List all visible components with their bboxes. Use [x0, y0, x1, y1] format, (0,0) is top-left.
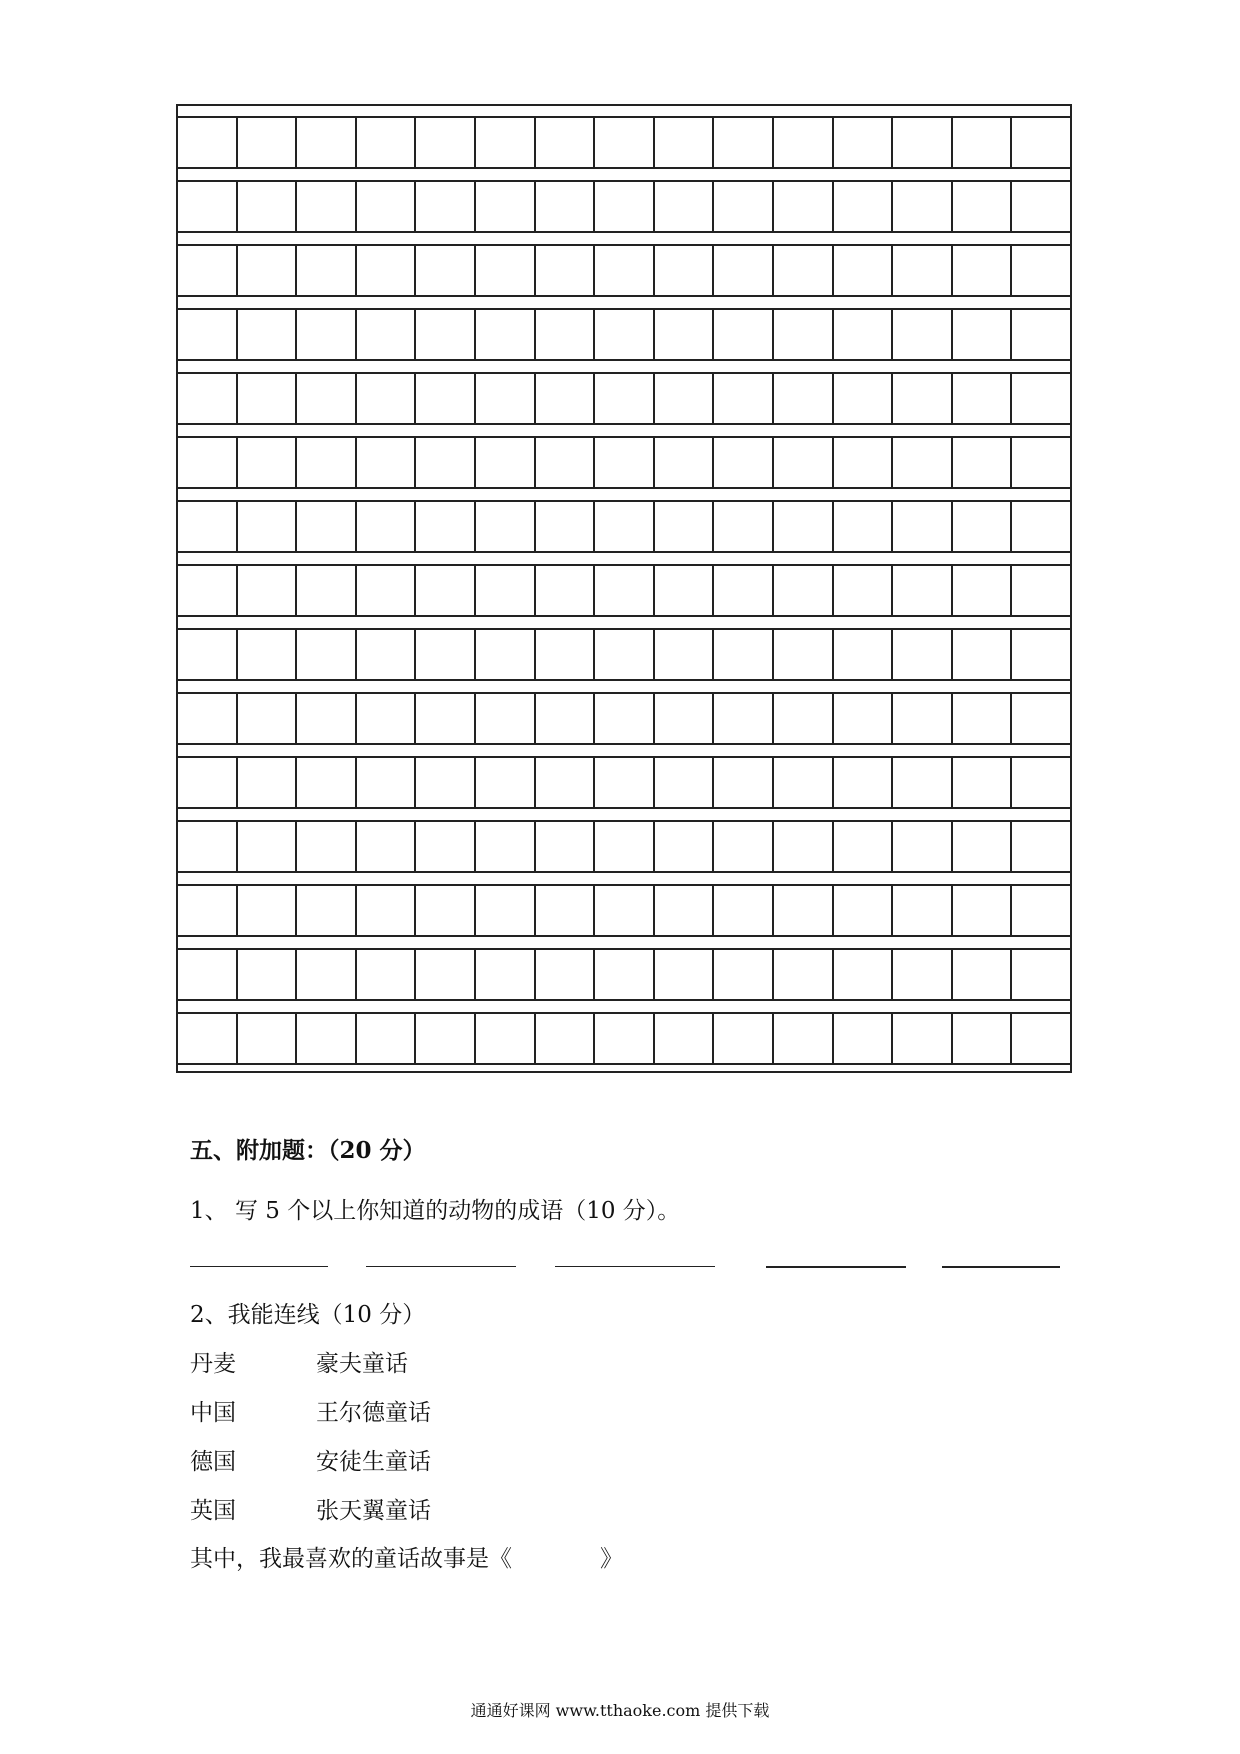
grid-cell[interactable] — [1012, 886, 1070, 935]
grid-cell[interactable] — [714, 374, 774, 423]
answer-blank[interactable] — [555, 1266, 715, 1267]
grid-cell[interactable] — [1012, 502, 1070, 551]
grid-cell[interactable] — [893, 246, 953, 295]
grid-cell[interactable] — [416, 630, 476, 679]
grid-cell[interactable] — [595, 1014, 655, 1063]
grid-cell[interactable] — [297, 694, 357, 743]
grid-cell[interactable] — [357, 118, 417, 167]
grid-cell[interactable] — [238, 246, 298, 295]
grid-cell[interactable] — [655, 566, 715, 615]
grid-cell[interactable] — [297, 118, 357, 167]
grid-cell[interactable] — [536, 310, 596, 359]
grid-cell[interactable] — [476, 630, 536, 679]
grid-cell[interactable] — [297, 374, 357, 423]
grid-cell[interactable] — [297, 886, 357, 935]
grid-cell[interactable] — [1012, 566, 1070, 615]
grid-cell[interactable] — [178, 246, 238, 295]
grid-cell[interactable] — [893, 886, 953, 935]
grid-cell[interactable] — [953, 758, 1013, 807]
answer-blank[interactable] — [766, 1266, 906, 1268]
grid-cell[interactable] — [834, 822, 894, 871]
grid-cell[interactable] — [416, 950, 476, 999]
grid-cell[interactable] — [834, 246, 894, 295]
grid-cell[interactable] — [357, 822, 417, 871]
tale-label[interactable]: 安徒生童话 — [316, 1449, 431, 1475]
grid-cell[interactable] — [238, 950, 298, 999]
grid-cell[interactable] — [297, 630, 357, 679]
grid-cell[interactable] — [655, 118, 715, 167]
question-2-text: 2、我能连线（10 分） — [190, 1302, 426, 1328]
grid-row — [178, 372, 1070, 425]
grid-cell[interactable] — [536, 502, 596, 551]
grid-cell[interactable] — [774, 950, 834, 999]
grid-row — [178, 244, 1070, 297]
grid-cell[interactable] — [178, 950, 238, 999]
grid-cell[interactable] — [476, 502, 536, 551]
grid-cell[interactable] — [774, 118, 834, 167]
country-label[interactable]: 德国 — [190, 1449, 236, 1475]
grid-cell[interactable] — [774, 182, 834, 231]
grid-cell[interactable] — [238, 118, 298, 167]
grid-row — [178, 948, 1070, 1001]
grid-cell[interactable] — [774, 502, 834, 551]
grid-cell[interactable] — [178, 758, 238, 807]
grid-cell[interactable] — [774, 694, 834, 743]
grid-row — [178, 820, 1070, 873]
grid-cell[interactable] — [655, 310, 715, 359]
grid-cell[interactable] — [893, 182, 953, 231]
grid-cell[interactable] — [834, 374, 894, 423]
grid-cell[interactable] — [416, 886, 476, 935]
grid-cell[interactable] — [655, 246, 715, 295]
grid-cell[interactable] — [476, 694, 536, 743]
grid-cell[interactable] — [774, 1014, 834, 1063]
grid-cell[interactable] — [238, 758, 298, 807]
grid-cell[interactable] — [297, 246, 357, 295]
grid-row — [178, 692, 1070, 745]
grid-cell[interactable] — [1012, 118, 1070, 167]
grid-cell[interactable] — [1012, 950, 1070, 999]
grid-cell[interactable] — [655, 502, 715, 551]
grid-cell[interactable] — [536, 630, 596, 679]
grid-cell[interactable] — [357, 630, 417, 679]
grid-cell[interactable] — [238, 886, 298, 935]
grid-row — [178, 884, 1070, 937]
grid-cell[interactable] — [714, 822, 774, 871]
grid-cell[interactable] — [1012, 758, 1070, 807]
grid-cell[interactable] — [893, 566, 953, 615]
grid-cell[interactable] — [714, 246, 774, 295]
grid-cell[interactable] — [834, 438, 894, 487]
grid-cell[interactable] — [1012, 630, 1070, 679]
grid-row — [178, 308, 1070, 361]
grid-cell[interactable] — [893, 950, 953, 999]
grid-cell[interactable] — [714, 182, 774, 231]
grid-cell[interactable] — [595, 438, 655, 487]
grid-cell[interactable] — [357, 182, 417, 231]
grid-cell[interactable] — [357, 374, 417, 423]
grid-cell[interactable] — [655, 630, 715, 679]
grid-cell[interactable] — [655, 438, 715, 487]
grid-cell[interactable] — [476, 374, 536, 423]
grid-cell[interactable] — [357, 566, 417, 615]
grid-cell[interactable] — [655, 374, 715, 423]
grid-cell[interactable] — [953, 566, 1013, 615]
grid-cell[interactable] — [357, 694, 417, 743]
grid-cell[interactable] — [834, 1014, 894, 1063]
grid-cell[interactable] — [714, 694, 774, 743]
grid-cell[interactable] — [476, 310, 536, 359]
grid-cell[interactable] — [238, 502, 298, 551]
grid-cell[interactable] — [893, 502, 953, 551]
grid-cell[interactable] — [714, 630, 774, 679]
grid-cell[interactable] — [595, 246, 655, 295]
grid-cell[interactable] — [357, 310, 417, 359]
grid-cell[interactable] — [893, 630, 953, 679]
section-title: 五、附加题：（20 分） — [190, 1137, 426, 1164]
grid-cell[interactable] — [357, 950, 417, 999]
grid-cell[interactable] — [774, 822, 834, 871]
grid-cell[interactable] — [953, 438, 1013, 487]
grid-cell[interactable] — [595, 758, 655, 807]
grid-cell[interactable] — [953, 694, 1013, 743]
grid-cell[interactable] — [476, 246, 536, 295]
grid-cell[interactable] — [953, 246, 1013, 295]
grid-cell[interactable] — [953, 1014, 1013, 1063]
grid-cell[interactable] — [178, 310, 238, 359]
grid-cell[interactable] — [655, 758, 715, 807]
grid-cell[interactable] — [476, 950, 536, 999]
grid-cell[interactable] — [953, 118, 1013, 167]
idiom-answer-blanks — [0, 1266, 1240, 1270]
grid-cell[interactable] — [238, 182, 298, 231]
grid-cell[interactable] — [834, 886, 894, 935]
grid-cell[interactable] — [714, 950, 774, 999]
grid-cell[interactable] — [595, 694, 655, 743]
grid-cell[interactable] — [595, 886, 655, 935]
writing-grid — [176, 104, 1072, 1073]
grid-cell[interactable] — [714, 886, 774, 935]
grid-cell[interactable] — [238, 630, 298, 679]
grid-cell[interactable] — [476, 182, 536, 231]
footer-text: 通通好课网 www.tthaoke.com 提供下载 — [470, 1701, 770, 1720]
grid-cell[interactable] — [178, 374, 238, 423]
grid-cell[interactable] — [714, 310, 774, 359]
grid-cell[interactable] — [834, 118, 894, 167]
grid-cell[interactable] — [834, 950, 894, 999]
grid-cell[interactable] — [238, 374, 298, 423]
grid-cell[interactable] — [595, 310, 655, 359]
grid-cell[interactable] — [953, 502, 1013, 551]
country-label[interactable]: 丹麦 — [190, 1351, 236, 1377]
grid-cell[interactable] — [416, 694, 476, 743]
grid-cell[interactable] — [714, 502, 774, 551]
grid-cell[interactable] — [357, 438, 417, 487]
grid-cell[interactable] — [774, 310, 834, 359]
grid-cell[interactable] — [655, 822, 715, 871]
grid-cell[interactable] — [536, 438, 596, 487]
grid-cell[interactable] — [1012, 438, 1070, 487]
grid-cell[interactable] — [774, 246, 834, 295]
grid-cell[interactable] — [953, 822, 1013, 871]
grid-cell[interactable] — [178, 694, 238, 743]
answer-blank[interactable] — [942, 1266, 1060, 1268]
grid-cell[interactable] — [178, 886, 238, 935]
grid-cell[interactable] — [953, 374, 1013, 423]
grid-cell[interactable] — [834, 182, 894, 231]
tale-label[interactable]: 豪夫童话 — [316, 1351, 408, 1377]
grid-row — [178, 628, 1070, 681]
grid-cell[interactable] — [416, 758, 476, 807]
grid-cell[interactable] — [774, 566, 834, 615]
grid-row — [178, 436, 1070, 489]
tale-label[interactable]: 张天翼童话 — [316, 1498, 431, 1524]
grid-cell[interactable] — [595, 118, 655, 167]
grid-cell[interactable] — [714, 1014, 774, 1063]
grid-cell[interactable] — [416, 310, 476, 359]
grid-cell[interactable] — [178, 438, 238, 487]
grid-cell[interactable] — [178, 1014, 238, 1063]
question-1-text: 1、 写 5 个以上你知道的动物的成语（10 分）。 — [190, 1198, 681, 1224]
grid-cell[interactable] — [297, 822, 357, 871]
grid-cell[interactable] — [178, 566, 238, 615]
grid-cell[interactable] — [655, 950, 715, 999]
grid-cell[interactable] — [774, 438, 834, 487]
grid-cell[interactable] — [536, 374, 596, 423]
grid-cell[interactable] — [595, 182, 655, 231]
grid-cell[interactable] — [476, 566, 536, 615]
grid-cell[interactable] — [357, 246, 417, 295]
grid-cell[interactable] — [536, 950, 596, 999]
grid-cell[interactable] — [416, 1014, 476, 1063]
grid-cell[interactable] — [595, 502, 655, 551]
grid-cell[interactable] — [536, 182, 596, 231]
grid-cell[interactable] — [893, 438, 953, 487]
grid-cell[interactable] — [834, 758, 894, 807]
grid-cell[interactable] — [416, 182, 476, 231]
grid-cell[interactable] — [953, 950, 1013, 999]
grid-row — [178, 564, 1070, 617]
grid-cell[interactable] — [595, 374, 655, 423]
grid-cell[interactable] — [834, 310, 894, 359]
grid-cell[interactable] — [834, 502, 894, 551]
grid-cell[interactable] — [238, 694, 298, 743]
grid-cell[interactable] — [297, 438, 357, 487]
grid-row — [178, 756, 1070, 809]
grid-cell[interactable] — [238, 566, 298, 615]
grid-cell[interactable] — [476, 886, 536, 935]
grid-cell[interactable] — [1012, 1014, 1070, 1063]
grid-cell[interactable] — [536, 118, 596, 167]
grid-cell[interactable] — [416, 438, 476, 487]
grid-cell[interactable] — [416, 502, 476, 551]
grid-cell[interactable] — [834, 694, 894, 743]
grid-cell[interactable] — [536, 1014, 596, 1063]
grid-cell[interactable] — [536, 566, 596, 615]
grid-cell[interactable] — [178, 182, 238, 231]
grid-cell[interactable] — [476, 822, 536, 871]
grid-row — [178, 180, 1070, 233]
grid-cell[interactable] — [893, 374, 953, 423]
grid-cell[interactable] — [714, 438, 774, 487]
grid-cell[interactable] — [178, 822, 238, 871]
grid-cell[interactable] — [476, 758, 536, 807]
grid-cell[interactable] — [893, 822, 953, 871]
grid-cell[interactable] — [357, 758, 417, 807]
answer-blank[interactable] — [366, 1266, 516, 1267]
grid-cell[interactable] — [357, 1014, 417, 1063]
grid-cell[interactable] — [1012, 822, 1070, 871]
grid-cell[interactable] — [834, 630, 894, 679]
grid-cell[interactable] — [774, 886, 834, 935]
grid-cell[interactable] — [476, 438, 536, 487]
grid-cell[interactable] — [476, 118, 536, 167]
grid-row — [178, 500, 1070, 553]
grid-cell[interactable] — [1012, 310, 1070, 359]
grid-cell[interactable] — [774, 374, 834, 423]
grid-cell[interactable] — [595, 566, 655, 615]
grid-cell[interactable] — [655, 886, 715, 935]
grid-cell[interactable] — [595, 950, 655, 999]
grid-cell[interactable] — [655, 182, 715, 231]
country-label[interactable]: 英国 — [190, 1498, 236, 1524]
grid-cell[interactable] — [297, 758, 357, 807]
grid-cell[interactable] — [297, 950, 357, 999]
grid-cell[interactable] — [297, 182, 357, 231]
grid-cell[interactable] — [357, 502, 417, 551]
grid-cell[interactable] — [536, 822, 596, 871]
grid-cell[interactable] — [893, 310, 953, 359]
grid-cell[interactable] — [297, 1014, 357, 1063]
grid-cell[interactable] — [536, 758, 596, 807]
grid-cell[interactable] — [1012, 246, 1070, 295]
tale-label[interactable]: 王尔德童话 — [316, 1400, 431, 1426]
grid-cell[interactable] — [536, 886, 596, 935]
grid-cell[interactable] — [774, 630, 834, 679]
grid-cell[interactable] — [238, 822, 298, 871]
grid-cell[interactable] — [595, 822, 655, 871]
grid-cell[interactable] — [893, 758, 953, 807]
grid-cell[interactable] — [297, 310, 357, 359]
grid-cell[interactable] — [416, 246, 476, 295]
grid-cell[interactable] — [953, 886, 1013, 935]
grid-cell[interactable] — [953, 630, 1013, 679]
grid-cell[interactable] — [893, 118, 953, 167]
grid-cell[interactable] — [714, 758, 774, 807]
grid-cell[interactable] — [595, 630, 655, 679]
grid-cell[interactable] — [416, 822, 476, 871]
grid-cell[interactable] — [178, 502, 238, 551]
grid-cell[interactable] — [714, 566, 774, 615]
grid-cell[interactable] — [178, 118, 238, 167]
grid-cell[interactable] — [476, 1014, 536, 1063]
grid-cell[interactable] — [655, 694, 715, 743]
grid-cell[interactable] — [1012, 374, 1070, 423]
country-label[interactable]: 中国 — [190, 1400, 236, 1426]
grid-cell[interactable] — [357, 886, 417, 935]
grid-cell[interactable] — [714, 118, 774, 167]
favorite-story-closing-bracket: 》 — [600, 1546, 623, 1572]
grid-cell[interactable] — [1012, 182, 1070, 231]
grid-cell[interactable] — [297, 566, 357, 615]
grid-cell[interactable] — [893, 694, 953, 743]
grid-cell[interactable] — [953, 182, 1013, 231]
grid-cell[interactable] — [416, 566, 476, 615]
grid-cell[interactable] — [238, 310, 298, 359]
grid-cell[interactable] — [1012, 694, 1070, 743]
grid-cell[interactable] — [893, 1014, 953, 1063]
grid-cell[interactable] — [238, 1014, 298, 1063]
grid-cell[interactable] — [953, 310, 1013, 359]
grid-cell[interactable] — [416, 374, 476, 423]
grid-cell[interactable] — [655, 1014, 715, 1063]
grid-row — [178, 116, 1070, 169]
answer-blank[interactable] — [190, 1266, 328, 1267]
grid-row — [178, 1012, 1070, 1065]
grid-cell[interactable] — [774, 758, 834, 807]
grid-cell[interactable] — [238, 438, 298, 487]
grid-cell[interactable] — [416, 118, 476, 167]
grid-cell[interactable] — [178, 630, 238, 679]
grid-cell[interactable] — [297, 502, 357, 551]
grid-cell[interactable] — [834, 566, 894, 615]
grid-cell[interactable] — [536, 246, 596, 295]
grid-cell[interactable] — [536, 694, 596, 743]
favorite-story-prompt: 其中，我最喜欢的童话故事是《 — [190, 1546, 512, 1572]
